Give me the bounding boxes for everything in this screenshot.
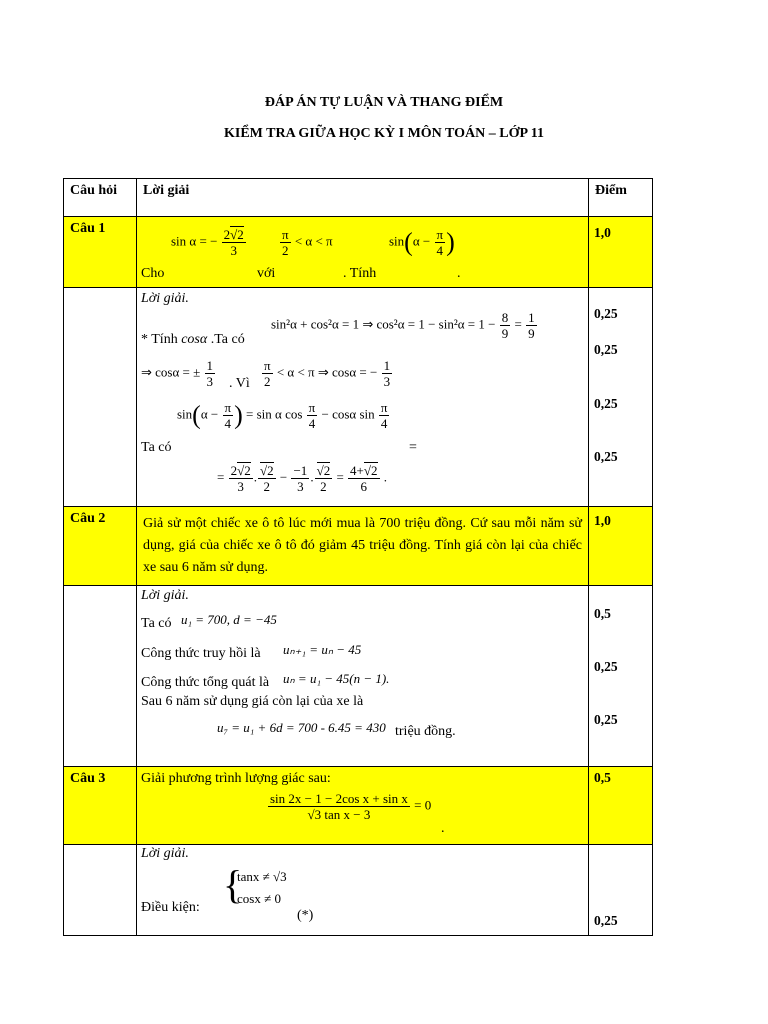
- q3-dieukien: Điều kiện:: [141, 900, 200, 915]
- q2-taco: Ta có: [141, 616, 172, 631]
- q1-sin-alpha-formula: sin α = − $\frac{2√2}{3}$: [171, 227, 244, 258]
- q1-solution: [137, 288, 588, 506]
- q3-points: 0,5: [594, 770, 611, 785]
- q3-cond-cos: cosx ≠ 0: [237, 891, 281, 906]
- q1-cos-sign-formula: $\frac{\pi}{2}$ < α < π ⇒ cosα = − $\frac{1}{3}$: [264, 358, 391, 389]
- col-question-header: Câu hỏi: [70, 183, 118, 198]
- q1-end-dot: .: [457, 266, 461, 281]
- q1-range-formula: $\frac{\pi}{2}$ < α < π: [282, 227, 333, 258]
- q2-point-2: 0,25: [594, 659, 618, 674]
- q1-result-formula: = $\frac{2√2}{3}$ . $\frac{√2}{2}$ − $\frac{-1}{3}$ . $\frac{√2}{2}$ = $\frac{4+√2}{6}$ .: [217, 463, 388, 494]
- q3-solution-row: [64, 845, 653, 936]
- doc-subtitle: KIỂM TRA GIỮA HỌC KỲ I MÔN TOÁN – LỚP 11: [224, 126, 544, 141]
- q1-cho: Cho: [141, 266, 165, 281]
- q2-recurrence-formula: uₙ₊₁ = uₙ − 45: [283, 642, 362, 657]
- q1-point-1: 0,25: [594, 306, 618, 321]
- q1-points: 1,0: [594, 225, 611, 240]
- q1-statement: [137, 217, 588, 287]
- q3-text: Giải phương trình lượng giác sau:: [141, 771, 331, 786]
- q2-statement: Giả sử một chiếc xe ô tô lúc mới mua là 700 triệu đồng. Cứ sau mỗi năm sử dụng, giá của chiếc xe ô tô đó giảm 45 triệu đồng. Tính giá còn lại của chiếc xe sau 6 năm sử dụng.: [143, 516, 582, 575]
- q1-point-4: 0,25: [594, 449, 618, 464]
- q1-voi: với: [257, 266, 276, 281]
- q2-statement-row: [64, 507, 653, 586]
- q3-star: (*): [297, 908, 314, 923]
- q3-cond-tan: tanx ≠ √3: [237, 869, 287, 884]
- q2-sau6: Sau 6 năm sử dụng giá còn lại của xe là: [141, 694, 364, 709]
- q2-u1-formula: u₁ = 700, d = −45: [181, 612, 277, 627]
- q1-solution-row: [64, 288, 653, 507]
- col-solution-header: Lời giải: [143, 183, 190, 198]
- q2-trieu: triệu đồng.: [395, 724, 456, 739]
- q2-point-1: 0,5: [594, 606, 611, 621]
- q1-expansion-formula: sin(α − $\frac{\pi}{4}$ ) = sin α cos $\frac{\pi}{4}$ − cosα sin $\frac{\pi}{4}$: [177, 400, 388, 431]
- q1-point-2: 0,25: [594, 342, 618, 357]
- q1-point-3: 0,25: [594, 396, 618, 411]
- q1-statement-row: [64, 217, 653, 288]
- q1-tinh-cos: * Tính cosα .Ta có: [141, 332, 245, 347]
- q2-general-formula: uₙ = u₁ − 45(n − 1).: [283, 671, 390, 686]
- q1-vi: . Vì: [229, 376, 250, 391]
- doc-title: ĐÁP ÁN TỰ LUẬN VÀ THANG ĐIỂM: [264, 95, 504, 110]
- q3-solution: [137, 845, 588, 935]
- col-points-header: Điểm: [595, 183, 627, 198]
- q2-point-3: 0,25: [594, 712, 618, 727]
- q1-label: Câu 1: [70, 221, 106, 236]
- q2-sol-label: Lời giải.: [141, 588, 189, 603]
- q3-label: Câu 3: [70, 771, 106, 786]
- q3-brace: {: [223, 862, 243, 907]
- q3-point-1: 0,25: [594, 913, 618, 928]
- q1-sol-label: Lời giải.: [141, 291, 189, 306]
- q2-u7-formula: u₇ = u₁ + 6d = 700 - 6.45 = 430: [217, 720, 386, 735]
- table-header-row: [64, 179, 653, 217]
- answer-table: [63, 178, 653, 936]
- q1-taco: Ta có: [141, 440, 172, 455]
- q3-sol-label: Lời giải.: [141, 846, 189, 861]
- q3-equation: $\frac{\text{sin 2x − 1 − 2cos x + sin x}}{\text{√3 tan x − 3}}$ = 0: [270, 791, 432, 822]
- q2-solution: [137, 586, 588, 766]
- q2-truyhoi: Công thức truy hồi là: [141, 646, 261, 661]
- q3-statement: [137, 767, 588, 844]
- q2-label: Câu 2: [70, 511, 106, 526]
- q2-tongquat: Công thức tổng quát là: [141, 675, 270, 690]
- q3-statement-row: [64, 767, 653, 845]
- q1-equals: =: [409, 440, 417, 455]
- q1-tinh: . Tính: [343, 266, 377, 281]
- q2-solution-row: [64, 586, 653, 767]
- q2-points: 1,0: [594, 513, 611, 528]
- q3-end-dot: .: [441, 821, 445, 836]
- q1-cos-value-formula: ⇒ cosα = ± $\frac{1}{3}$: [141, 358, 213, 389]
- q1-identity-formula: sin²α + cos²α = 1 ⇒ cos²α = 1 − sin²α = 1 − $\frac{8}{9}$ = $\frac{1}{9}$: [271, 310, 535, 341]
- q1-target-formula: sin(α − $\frac{\pi}{4}$ ): [389, 227, 455, 258]
